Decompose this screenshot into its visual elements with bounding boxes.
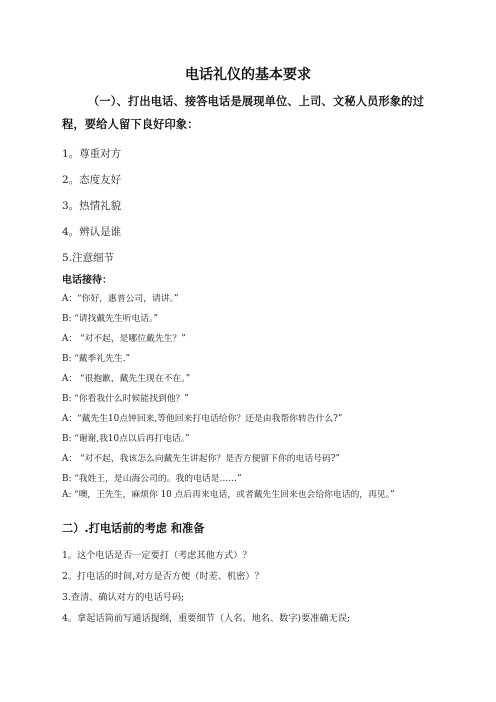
section2-heading: 二）.打电话前的考虑 和准备: [62, 522, 205, 535]
dialogue-line-7: A：“戴先生10点钟回来,等他回来打电话给你？还是由我帮你转告什么?”: [62, 414, 343, 424]
dialogue-line-10: B: “我姓王，是山海公司的。我的电话是……”: [62, 474, 242, 484]
dialogue-line-9: A： “对不起，我该怎么向戴先生讲起你？是否方便留下你的电话号码?”: [62, 454, 340, 464]
dialogue-line-1: A：“你好，惠普公司，请讲。”: [62, 294, 179, 304]
section1-item-4: 4。辨认是谁: [62, 226, 122, 238]
dialogue-line-8: B: “谢谢,我10点以后再打电话。”: [62, 434, 190, 444]
document-title: 电话礼仪的基本要求: [185, 67, 311, 83]
call-reception-label: 电话接待：: [62, 275, 112, 286]
section1-item-2: 2。态度友好: [62, 174, 122, 186]
section2-item-2: 2。打电话的时间,对方是否方便（时差、机密）？: [62, 571, 264, 582]
section2-item-1: 1。这个电话是否一定要打（考虑其他方式）？: [62, 550, 252, 561]
dialogue-line-5: A： “很抱歉，戴先生现在不在。”: [62, 374, 191, 384]
section1-item-5: 5.注意细节: [62, 252, 115, 264]
section1-heading: （一）、打出电话、接答电话是展现单位、上司、文秘人员形象的过程，要给人留下良好印象：: [62, 95, 425, 131]
section2-item-4: 4。拿起话筒前写通话提纲，重要细节（人名、地名、数字)要准确无误;: [62, 613, 351, 624]
section1-item-1: 1。尊重对方: [62, 148, 122, 160]
dialogue-line-4: B: “戴季礼先生.”: [62, 354, 131, 364]
section2-item-3: 3.查清、确认对方的电话号码;: [62, 592, 185, 603]
dialogue-line-3: A： “对不起，是哪位戴先生？”: [62, 334, 186, 344]
section1-item-3: 3。热情礼貌: [62, 200, 122, 212]
dialogue-line-2: B: “请找戴先生听电话。”: [62, 314, 158, 324]
dialogue-line-6: B: “你看我什么时候能找到他？”: [62, 394, 189, 404]
dialogue-line-11: A: “噢，王先生，麻烦你 10 点后再来电话，或者戴先生回来也会给你电话的，再见。”: [62, 490, 395, 500]
